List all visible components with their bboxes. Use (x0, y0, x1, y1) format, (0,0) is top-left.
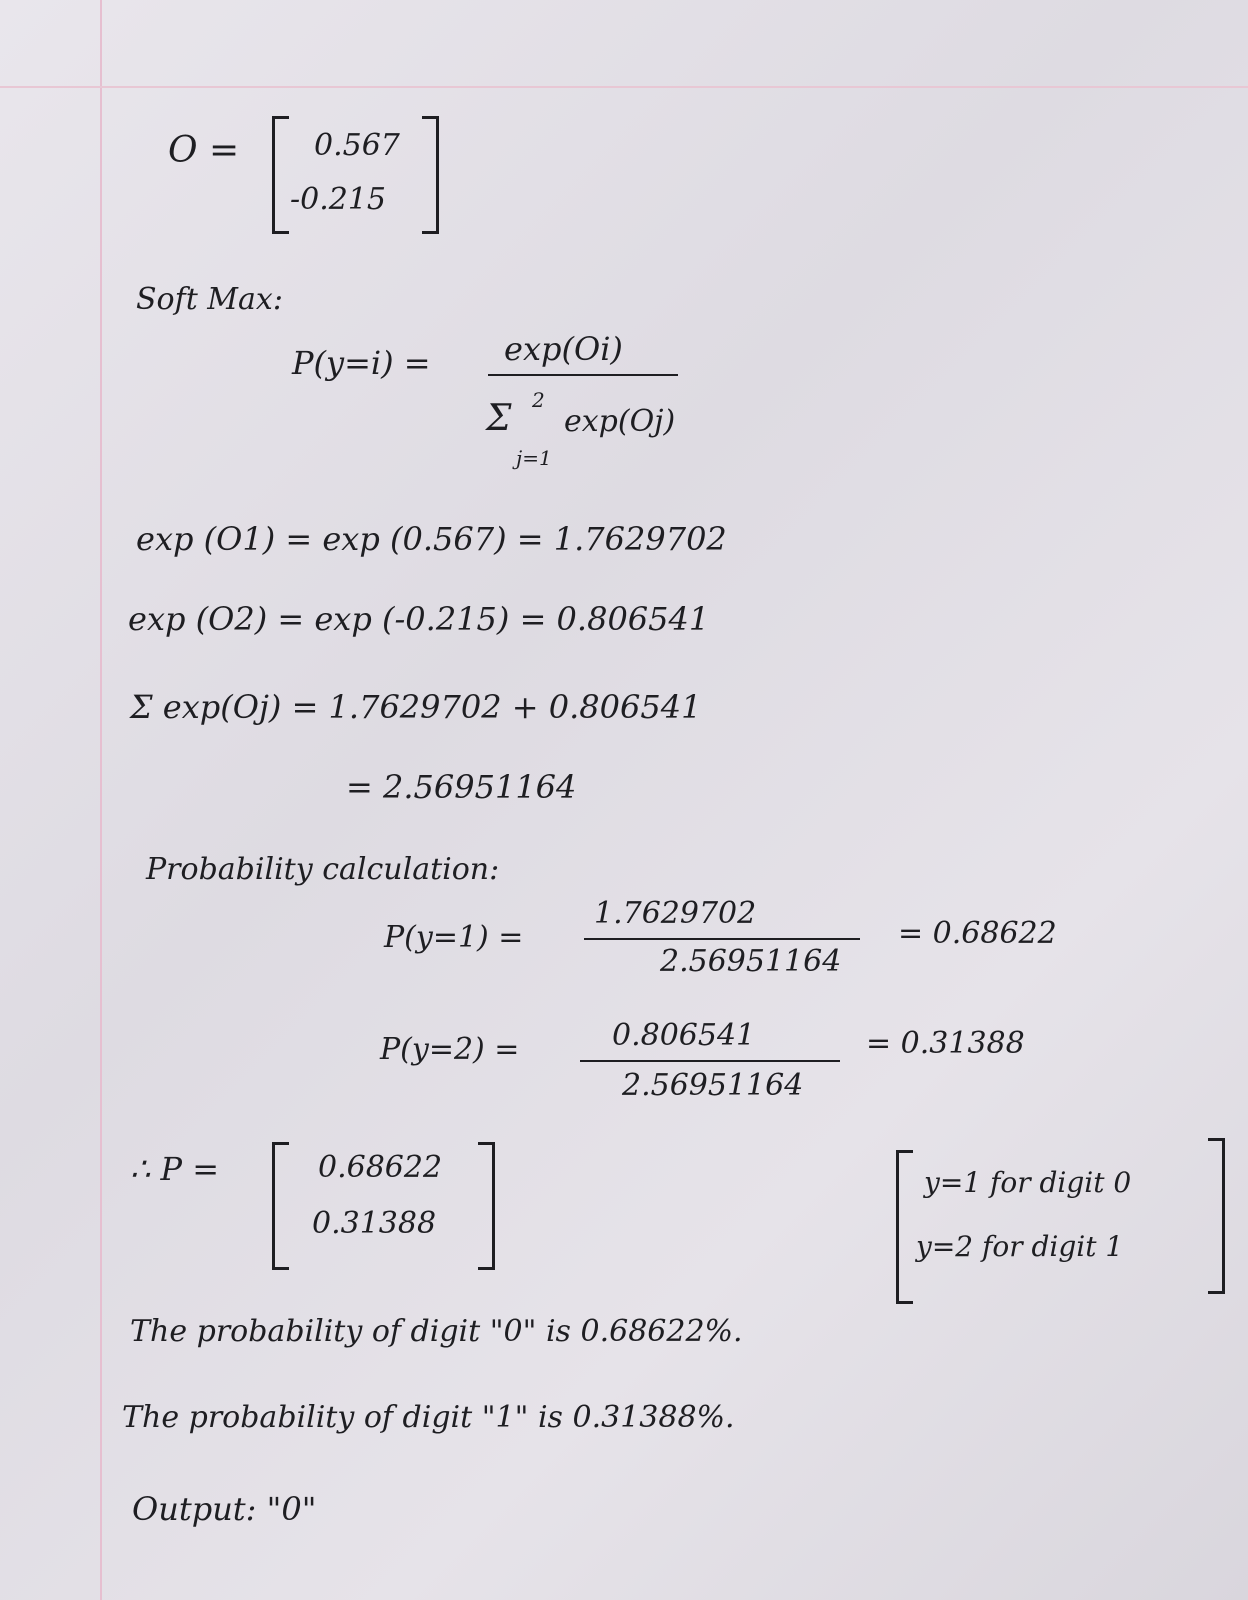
top-rule (0, 86, 1248, 88)
p2-result: = 0.31388 (866, 1026, 1025, 1061)
o-vector-value-2: -0.215 (290, 182, 387, 217)
p-vector-value-2: 0.31388 (312, 1206, 437, 1241)
softmax-upper-limit: 2 (532, 388, 545, 412)
p2-fraction-bar (580, 1060, 840, 1062)
p1-lhs: P(y=1) = (384, 920, 524, 955)
conclusion-digit-1: The probability of digit "1" is 0.31388%. (122, 1400, 735, 1435)
o-vector-left-bracket (272, 116, 289, 234)
exp-line-1: exp (O1) = exp (0.567) = 1.7629702 (136, 520, 727, 558)
softmax-heading: Soft Max: (136, 282, 283, 317)
softmax-lower-limit: j=1 (516, 446, 552, 470)
p-vector-label: ∴ P = (130, 1150, 220, 1188)
exp-line-2: exp (O2) = exp (-0.215) = 0.806541 (128, 600, 710, 638)
softmax-sigma: Σ (486, 398, 512, 439)
p1-denominator: 2.56951164 (660, 944, 842, 979)
softmax-fraction-bar (488, 374, 678, 376)
legend-line-2: y=2 for digit 1 (916, 1230, 1124, 1263)
sum-result: = 2.56951164 (346, 768, 577, 806)
legend-left-bracket (896, 1150, 913, 1304)
legend-right-bracket (1208, 1138, 1225, 1294)
softmax-lhs: P(y=i) = (292, 344, 431, 382)
o-vector-value-1: 0.567 (314, 128, 400, 163)
p-vector-left-bracket (272, 1142, 289, 1270)
legend-line-1: y=1 for digit 0 (924, 1166, 1132, 1199)
sum-line: Σ exp(Oj) = 1.7629702 + 0.806541 (130, 688, 702, 726)
p-vector-value-1: 0.68622 (318, 1150, 443, 1185)
p2-denominator: 2.56951164 (622, 1068, 804, 1103)
conclusion-digit-0: The probability of digit "0" is 0.68622%. (130, 1314, 743, 1349)
o-vector-right-bracket (422, 116, 439, 234)
margin-line (100, 0, 102, 1600)
softmax-denominator-term: exp(Oj) (564, 404, 676, 439)
softmax-numerator: exp(Oi) (504, 330, 623, 368)
o-vector-label: O = (168, 130, 240, 171)
probability-heading: Probability calculation: (146, 852, 500, 887)
p1-numerator: 1.7629702 (594, 896, 757, 931)
p-vector-right-bracket (478, 1142, 495, 1270)
p2-numerator: 0.806541 (612, 1018, 756, 1053)
p1-fraction-bar (584, 938, 860, 940)
p2-lhs: P(y=2) = (380, 1032, 520, 1067)
output-line: Output: "0" (132, 1490, 317, 1528)
p1-result: = 0.68622 (898, 916, 1057, 951)
